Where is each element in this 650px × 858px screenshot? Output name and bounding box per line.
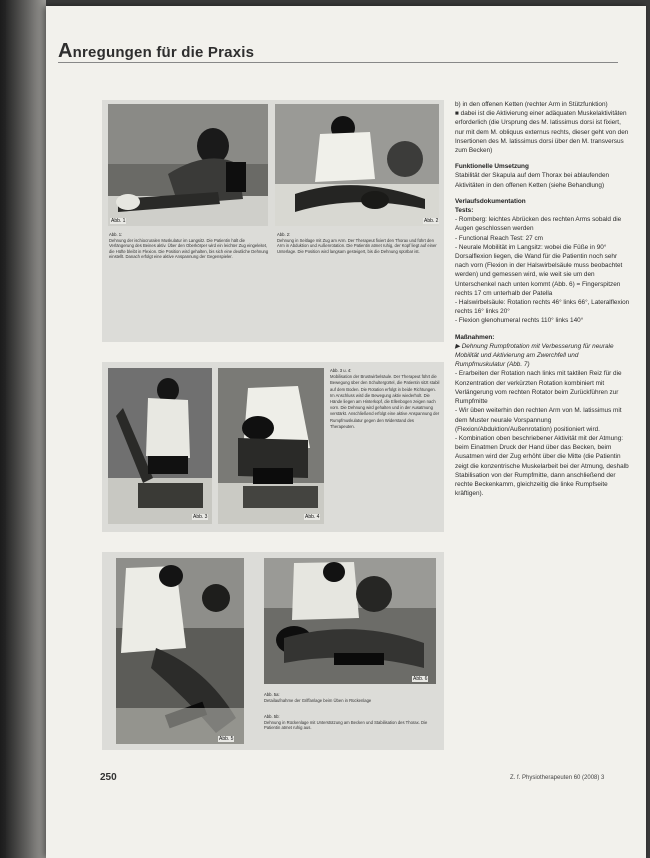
caption-abb-5b: Abb. 5b: Dehnung in Rückenlage mit Unterstützung am Becken und Stabilisation des Thorax. Die Patientin atmet ruhig aus.: [264, 714, 428, 731]
caption-abb-1: Abb. 1: Dehnung der ischiocruralen Muskulatur im Langsitz. Die Patientin hält die Verlängerung des Beines aktiv. Über den Oberkörper wird ein leichter Zug eingeleitet, die Hüfte bleibt in Flexion. Die Position wird gehalten, bis sich eine deutliche Dehnung einstellt. Danach erfolgt eine aktive Anspannung der Gegenspieler.: [109, 232, 269, 260]
caption-abb-2: Abb. 2: Dehnung in Seitlage mit Zug am Arm. Der Therapeut fixiert den Thorax und führt den Arm in Abduktion und Außenrotation. Die Patientin atmet ruhig, der Kopf liegt auf einer Unterlage. Die Position wird langsam gesteigert, bis die Dehnung spürbar ist.: [277, 232, 437, 254]
figure-label-abb-5: Abb. 5: [219, 736, 234, 742]
section-heading: Verlaufsdokumentation: [455, 197, 526, 205]
page-title: Anregungen für die Praxis: [58, 40, 255, 62]
right-text-column: [455, 100, 630, 498]
photo-abb-2: [275, 104, 439, 226]
subheading: Tests:: [455, 207, 474, 215]
photo-abb-3: [108, 368, 212, 524]
figure-label-abb-3: Abb. 3: [193, 514, 208, 520]
figure-label-abb-1: Abb. 1: [111, 218, 126, 224]
section-heading: Maßnahmen:: [455, 333, 495, 341]
figure-label-abb-4: Abb. 4: [305, 514, 320, 520]
facing-page-edge: [6, 0, 46, 858]
list-item: - Erarbeiten der Rotation nach links mit taktilen Reiz für die Konzentration der verkürzten Rotation kombiniert mit Verlängerung vom rechten Rotator beim Zurückführen zur Rumpfmitte: [455, 370, 622, 406]
caption-abb-5a: Abb. 5a: Detailaufnahme der Griffanlage beim Üben in Rückenlage: [264, 692, 372, 703]
list-item: - Wir üben weiterhin den rechten Arm von M. latissimus mit dem Muster neurale Vorspannung (Flexion/Abduktion/Außenrotation) positioniert wird.: [455, 407, 622, 433]
list-item: - Romberg: leichtes Abrücken des rechten Arms sobald die Augen geschlossen werden: [455, 216, 622, 233]
caption-abb-3-4: Abb. 3 u. 4: Mobilisation der Brustwirbelsäule. Der Therapeut führt die Bewegung über den Schultergürtel, die Patientin sitzt stabil auf dem Boden. Die Rotation erfolgt in beide Richtungen. Im Anschluss wird die Bewegung aktiv wiederholt. Die Hände liegen am Hinterkopf, die Ellenbogen zeigen nach vorn. Die Dehnung wird gehalten und in der Ausatmung verstärkt. Anschließend erfolgt eine aktive Anspannung der Rumpfmuskulatur gegen den Widerstand des Therapeuten.: [330, 368, 440, 429]
section-heading: Funktionelle Umsetzung: [455, 163, 529, 171]
photo-abb-5: [116, 558, 244, 744]
list-item: - Kombination oben beschriebener Aktivität mit der Atmung: beim Einatmen Druck der Hand über das Becken, beim Ausatmen wird der Zug erhöht über die Mitte (die Patientin zeigt die konzentrische Muskelarbeit bei der Atmung, deshalb Stabilisation von der Rumpfmitte, dann anschließend der rechte Beckenkamm, gleichzeitig die linke Rumpfseite kräftigen).: [455, 434, 629, 498]
list-item: - Functional Reach Test: 27 cm: [455, 234, 543, 242]
list-item: - Halswirbelsäule: Rotation rechts 46° links 66°, Lateralflexion rechts 16° links 20°: [455, 299, 630, 316]
title-rule: [58, 62, 618, 63]
list-item: - Flexion glenohumeral rechts 110° links 140°: [455, 317, 584, 325]
photo-abb-6: [264, 558, 436, 684]
paragraph: ▶ Dehnung Rumpfrotation mit Verbesserung für neurale Mobilität und Aktivierung am Zwerchfell und Rumpfmuskulatur (Abb. 7): [455, 342, 614, 369]
photo-abb-1: [108, 104, 268, 226]
paragraph: ■ dabei ist die Aktivierung einer adäquaten Muskelaktivitäten erforderlich (die Ursprung des M. latissimus dorsi ist fixiert, nur mit dem M. obliquus externus rechts, dieser geht von den Insertionen des M. latissimus dorsi über den M. transversus zum Becken): [455, 110, 629, 155]
page-number: 250: [100, 772, 117, 783]
paragraph: b) in den offenen Ketten (rechter Arm in Stützfunktion): [455, 101, 608, 108]
list-item: - Neurale Mobilität im Langsitz: wobei die Füße in 90° Dorsalflexion liegen, die Wand für die Patientin noch sehr nach vorn (Flexion in der Halswirbelsäule muss beobachtet werden) und gemessen wird, wie weit sie um den Unterschenkel nach unten kommt (Abb. 6) = Fingerspitzen rechts 17 cm unterhalb der Patella: [455, 243, 623, 297]
figure-label-abb-2: Abb. 2: [424, 218, 439, 224]
photo-abb-4: [218, 368, 324, 524]
figure-label-abb-6: Abb. 6: [413, 676, 428, 682]
paragraph: Stabilität der Skapula auf dem Thorax bei ablaufenden Aktivitäten in den offenen Ketten (siehe Behandlung): [455, 172, 610, 189]
journal-reference: Z. f. Physiotherapeuten 60 (2008) 3: [510, 775, 605, 781]
